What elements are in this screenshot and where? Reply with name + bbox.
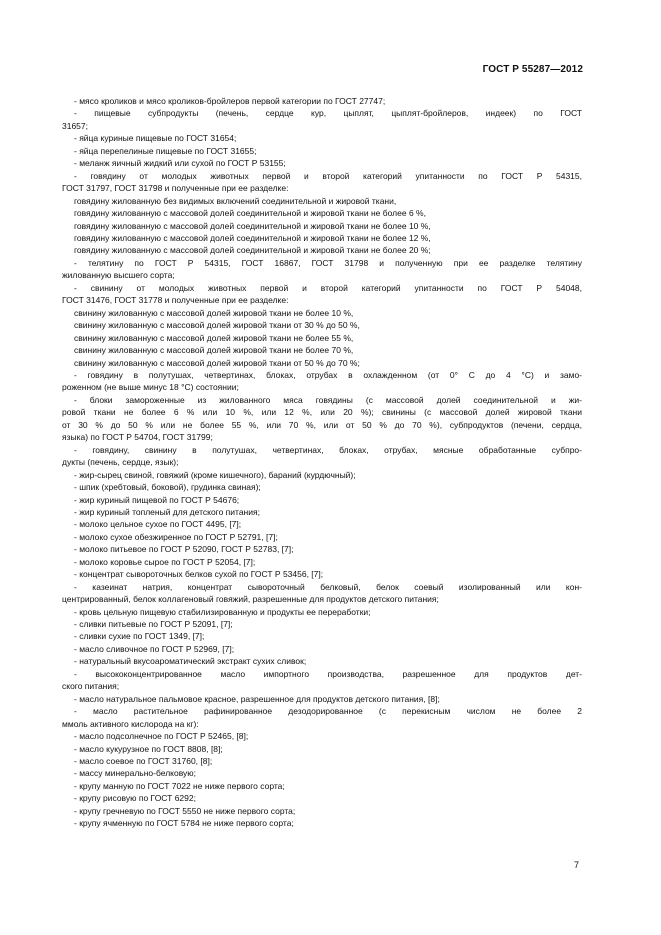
text-line: свинину жилованную с массовой долей жировой ткани не более 70 %, xyxy=(74,345,354,356)
text-line: - крупу ячменную по ГОСТ 5784 не ниже первого сорта; xyxy=(74,818,294,829)
text-line: - массу минерально-белковую; xyxy=(74,768,197,779)
text-line: - жир куриный пищевой по ГОСТ Р 54676; xyxy=(74,494,240,505)
text-line: говядину жилованную с массовой долей соединительной и жировой ткани не более 20 %; xyxy=(74,245,431,256)
text-line: - крупу рисовую по ГОСТ 6292; xyxy=(74,793,196,804)
text-line: - говядину, свинину в полутушах, четвертинах, блоках, отрубах, мясные обработанные субпро- xyxy=(74,444,582,455)
text-line: свинину жилованную с массовой долей жировой ткани не более 55 %, xyxy=(74,332,354,343)
text-line: - яйца перепелиные пищевые по ГОСТ 31655; xyxy=(74,145,257,156)
text-line: от 30 % до 50 % или не более 55 %, или 70 %, или от 50 % до 70 %), субпродуктов (печени, сердца, xyxy=(62,419,582,430)
text-line: 31657; xyxy=(62,120,88,131)
text-line: центрированный, белок коллагеновый говяжий, разрешенные для продуктов детского питания; xyxy=(62,594,439,605)
text-line: свинину жилованную с массовой долей жировой ткани не более 10 %, xyxy=(74,307,354,318)
text-line: - крупу гречневую по ГОСТ 5550 не ниже первого сорта; xyxy=(74,805,296,816)
text-line: - мясо кроликов и мясо кроликов-бройлеров первой категории по ГОСТ 27747; xyxy=(74,96,386,106)
text-line: - казеинат натрия, концентрат сывороточный белковый, белок соевый изолированный или кон- xyxy=(74,581,582,592)
text-line: - концентрат сывороточных белков сухой по ГОСТ Р 53456, [7]; xyxy=(74,569,324,580)
text-line: - меланж яичный жидкий или сухой по ГОСТ Р 53155; xyxy=(74,158,286,169)
text-line: - яйца куриные пищевые по ГОСТ 31654; xyxy=(74,133,237,144)
text-line: ского питания; xyxy=(62,681,120,692)
document-body xyxy=(62,95,582,830)
text-line: - молоко питьевое по ГОСТ Р 52090, ГОСТ Р 52783, [7]; xyxy=(74,544,294,555)
text-line: - масло подсолнечное по ГОСТ Р 52465, [8]; xyxy=(74,731,249,742)
text-line: говядину жилованную без видимых включений соединительной и жировой ткани, xyxy=(74,195,397,206)
text-line: - молоко цельное сухое по ГОСТ 4495, [7]; xyxy=(74,519,242,530)
text-line: - шпик (хребтовый, боковой), грудинка свиная); xyxy=(74,482,261,493)
text-line: - блоки замороженные из жилованного мяса говядины (с массовой долей соединительной и жи- xyxy=(74,394,582,405)
page-number: 7 xyxy=(573,860,579,870)
text-line: - крупу манную по ГОСТ 7022 не ниже первого сорта; xyxy=(74,780,285,791)
standard-number: ГОСТ Р 55287—2012 xyxy=(482,64,583,75)
text-line: жилованную высшего сорта; xyxy=(62,270,175,281)
text-line: - жир-сырец свиной, говяжий (кроме кишечного), бараний (курдючный); xyxy=(74,469,356,480)
text-line: - натуральный вкусоароматический экстракт сухих сливок; xyxy=(74,656,307,667)
text-line: - масло соевое по ГОСТ 31760, [8]; xyxy=(74,756,213,767)
text-line: дукты (печень, сердце, язык); xyxy=(62,457,179,468)
page-header xyxy=(483,64,583,75)
text-line: - сливки сухие по ГОСТ 1349, [7]; xyxy=(74,631,205,642)
text-line: ГОСТ 31797, ГОСТ 31798 и полученные при ее разделке: xyxy=(62,183,289,194)
text-line: говядину жилованную с массовой долей соединительной и жировой ткани не более 10 %, xyxy=(74,220,431,231)
text-line: - масло сливочное по ГОСТ Р 52969, [7]; xyxy=(74,643,235,654)
text-line: - говядину в полутушах, четвертинах, блоках, отрубах в охлажденном (от 0° С до 4 °С) и замо- xyxy=(74,369,582,380)
text-line: свинину жилованную с массовой долей жировой ткани от 50 % до 70 %; xyxy=(74,357,360,368)
text-line: - масло растительное рафинированное дезодорированное (с перекисным числом не более 2 xyxy=(74,706,582,717)
text-line: ммоль активного кислорода на кг): xyxy=(62,718,199,729)
text-line: - пищевые субпродукты (печень, сердце кур, цыплят, цыплят-бройлеров, индеек) по ГОСТ xyxy=(74,108,582,119)
text-line: - кровь цельную пищевую стабилизированную и продукты ее переработки; xyxy=(74,606,371,617)
text-line: языка) по ГОСТ Р 54704, ГОСТ 31799; xyxy=(62,432,213,443)
text-line: - говядину от молодых животных первой и второй категорий упитанности по ГОСТ Р 54315, xyxy=(74,170,582,181)
text-line: - молоко коровье сырое по ГОСТ Р 52054, [7]; xyxy=(74,556,256,567)
text-line: - свинину от молодых животных первой и второй категорий упитанности по ГОСТ Р 54048, xyxy=(74,282,582,293)
text-line: - телятину по ГОСТ Р 54315, ГОСТ 16867, ГОСТ 31798 и полученную при ее разделке телятину xyxy=(74,257,582,268)
text-line: говядину жилованную с массовой долей соединительной и жировой ткани не более 6 %, xyxy=(74,208,426,219)
text-line: свинину жилованную с массовой долей жировой ткани от 30 % до 50 %, xyxy=(74,320,360,331)
text-line: ровой ткани не более 6 % или 10 %, или 12 %, или 20 %); свинины (с массовой долей жировой ткани xyxy=(62,407,582,418)
text-line: - масло натуральное пальмовое красное, разрешенное для продуктов детского питания, [8]; xyxy=(74,693,440,704)
text-line: роженном (не выше минус 18 °С) состоянии; xyxy=(62,382,239,393)
text-line: - жир куриный топленый для детского питания; xyxy=(74,506,260,517)
text-line: - молоко сухое обезжиренное по ГОСТ Р 52791, [7]; xyxy=(74,531,278,542)
text-line: - высококонцентрированное масло импортного производства, разрешенное для продуктов дет- xyxy=(74,668,582,679)
text-line: говядину жилованную с массовой долей соединительной и жировой ткани не более 12 %, xyxy=(74,232,431,243)
text-line: - масло кукурузное по ГОСТ 8808, [8]; xyxy=(74,743,223,754)
text-line: - сливки питьевые по ГОСТ Р 52091, [7]; xyxy=(74,619,233,630)
text-line: ГОСТ 31476, ГОСТ 31778 и полученные при ее разделке: xyxy=(62,295,289,306)
